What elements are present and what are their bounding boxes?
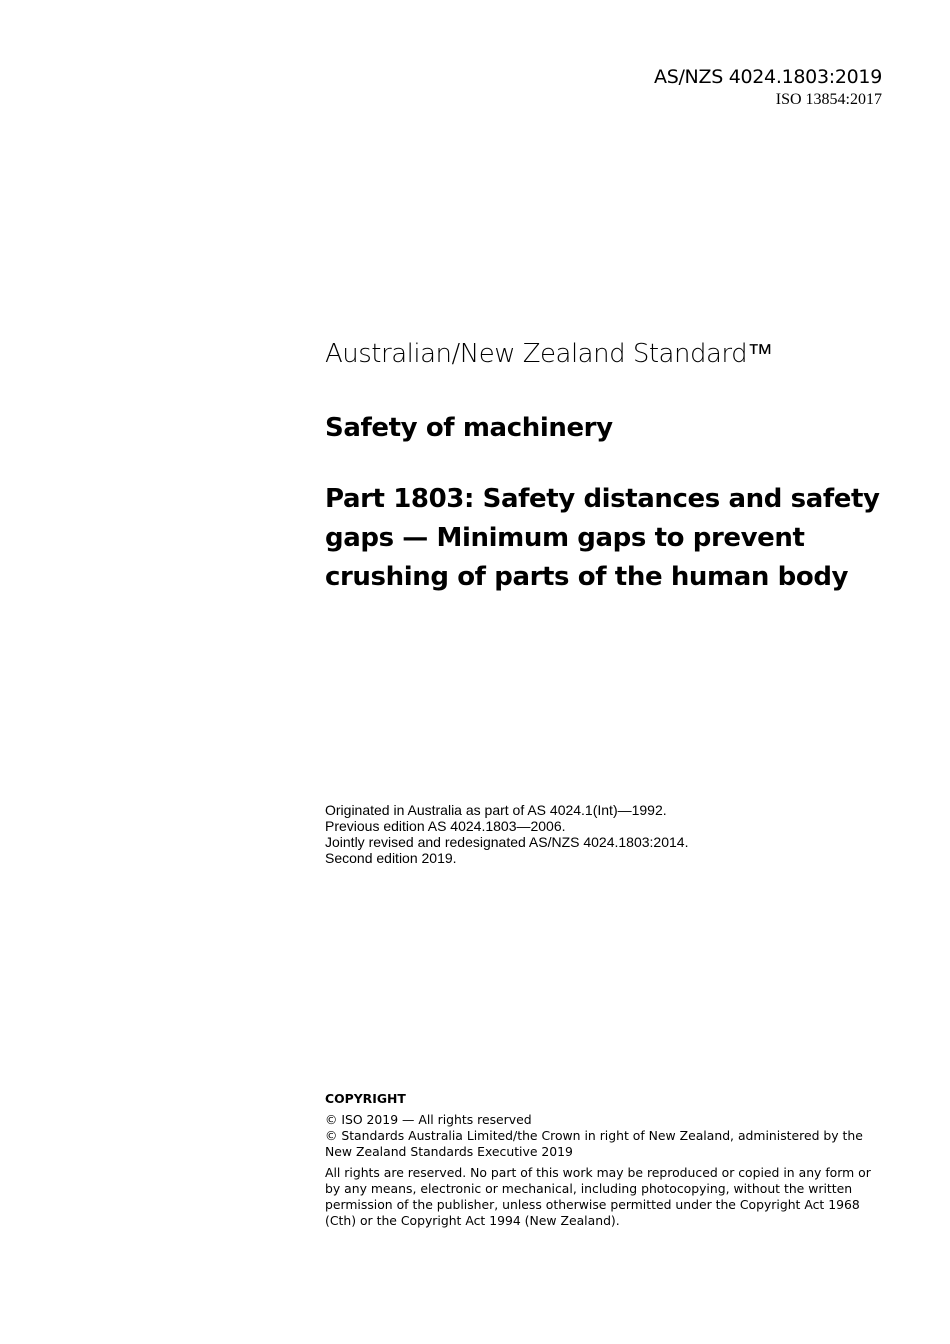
series-title: Australian/New Zealand Standard™ — [325, 339, 773, 369]
iso-number: ISO 13854:2017 — [775, 91, 882, 108]
copyright-heading: COPYRIGHT — [325, 1091, 406, 1106]
rights-statement: All rights are reserved. No part of this work may be reproduced or copied in any form or by any means, electronic or mechanical, including photocopying, without the written permission of the publisher, unless otherwise permitted under the Copyright Act 1968 (Cth) or the Copyright Act 1994 (New Zealand). — [325, 1165, 871, 1228]
history-line: Originated in Australia as part of AS 4024.1(Int)—1992. — [325, 802, 667, 818]
document-title: Safety of machinery — [325, 413, 613, 443]
copyright-section — [325, 1091, 885, 1229]
history-line: Previous edition AS 4024.1803—2006. — [325, 818, 566, 834]
iso-copyright-notice: © ISO 2019 — All rights reserved — [325, 1112, 532, 1127]
history-line: Jointly revised and redesignated AS/NZS 4024.1803:2014. — [325, 834, 689, 850]
standard-number: AS/NZS 4024.1803:2019 — [654, 66, 882, 88]
sa-copyright-notice: © Standards Australia Limited/the Crown in right of New Zealand, administered by the New Zealand Standards Executive 2019 — [325, 1128, 863, 1159]
part-title: Part 1803: Safety distances and safety gaps — Minimum gaps to prevent crushing of parts of the human body — [325, 484, 880, 592]
history-line: Second edition 2019. — [325, 850, 457, 866]
publication-history — [325, 802, 895, 866]
document-identifiers — [654, 64, 882, 110]
